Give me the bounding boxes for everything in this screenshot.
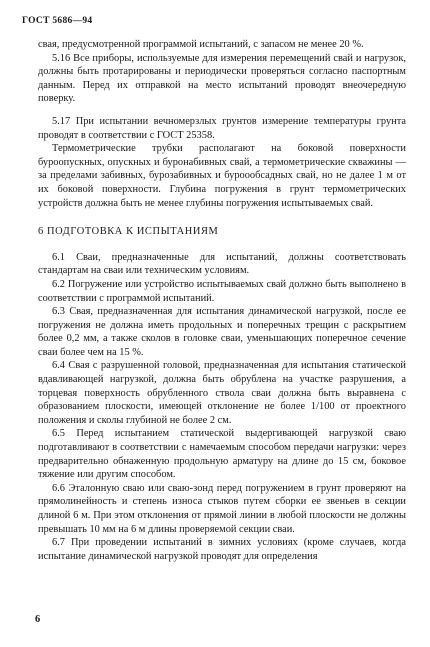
- section-title: 6 ПОДГОТОВКА К ИСПЫТАНИЯМ: [38, 226, 219, 238]
- standard-header: ГОСТ 5686—94: [22, 16, 93, 26]
- paragraph-thermometric-tubes: Термометрические трубки располагают на боковой поверхности буроопускных, опускных и буронабивных свай, а термометрические скважины — за пределами забивных, бурозабивных и буроообсадных свай, но не далее 1 м от их боковой поверхности. Глубина погружения в грунт термометрических устройств должна быть не менее глубины погружения испытываемых свай.: [38, 143, 406, 209]
- paragraph-6-2: 6.2 Погружение или устройство испытываемых свай должно быть выполнено в соответствии с программой испытаний.: [38, 278, 406, 304]
- paragraph-6-5: 6.5 Перед испытанием статической выдергивающей нагрузкой сваю подготавливают в соответствии с намечаемым способом передачи нагрузки: через предварительно обнаженную продольную арматуру на длине до 15 см, боковое тяжение или другим способом.: [38, 428, 406, 481]
- paragraph-5-17: 5.17 При испытании вечномерзлых грунтов измерение температуры грунта проводят в соответствии с ГОСТ 25358.: [38, 115, 406, 141]
- paragraph-6-6: 6.6 Эталонную сваю или сваю-зонд перед погружением в грунт проверяют на прямолинейность и степень износа стыков путем сборки ее звеньев в секции длиной 6 м. При этом отклонения от прямой линии в любой плоскости не должны превышать 10 мм на 6 м длины проверяемой секции сваи.: [38, 482, 406, 535]
- paragraph-6-3: 6.3 Свая, предназначенная для испытания динамической нагрузкой, после ее погружения не должна иметь продольных и поперечных трещин с раскрытием более 0,2 мм, а также сколов в головке сваи, уменьшающих поперечное сечение сваи более чем на 15 %.: [38, 306, 406, 358]
- paragraph-6-7: 6.7 При проведении испытаний в зимних условиях (кроме случаев, когда испытание динамической нагрузкой проводят для определения: [38, 537, 406, 562]
- paragraph-5-16: 5.16 Все приборы, используемые для измерения перемещений свай и нагрузок, должны быть протарированы и периодически проверяться согласно паспортным данным. Перед их отправкой на место испытаний проводят внеочередную поверку.: [38, 52, 406, 105]
- paragraph-6-4: 6.4 Свая с разрушенной головой, предназначенная для испытания статической вдавливающей нагрузкой, должна быть обрублена на участке разрушения, а торцевая поверхность обрубленного ствола сваи должна быть выравнена с образованием плоскости, имеющей отклонение не более 1/100 от проектного положения и сколы глубиной не более 2 см.: [38, 360, 406, 426]
- page-number: 6: [35, 614, 41, 625]
- paragraph-continued: свая, предусмотренной программой испытаний, с запасом не менее 20 %.: [38, 39, 364, 50]
- document-body: [38, 38, 406, 563]
- paragraph-6-1: 6.1 Сваи, предназначенные для испытаний, должны соответствовать стандартам на сваи или техническим условиям.: [38, 251, 406, 277]
